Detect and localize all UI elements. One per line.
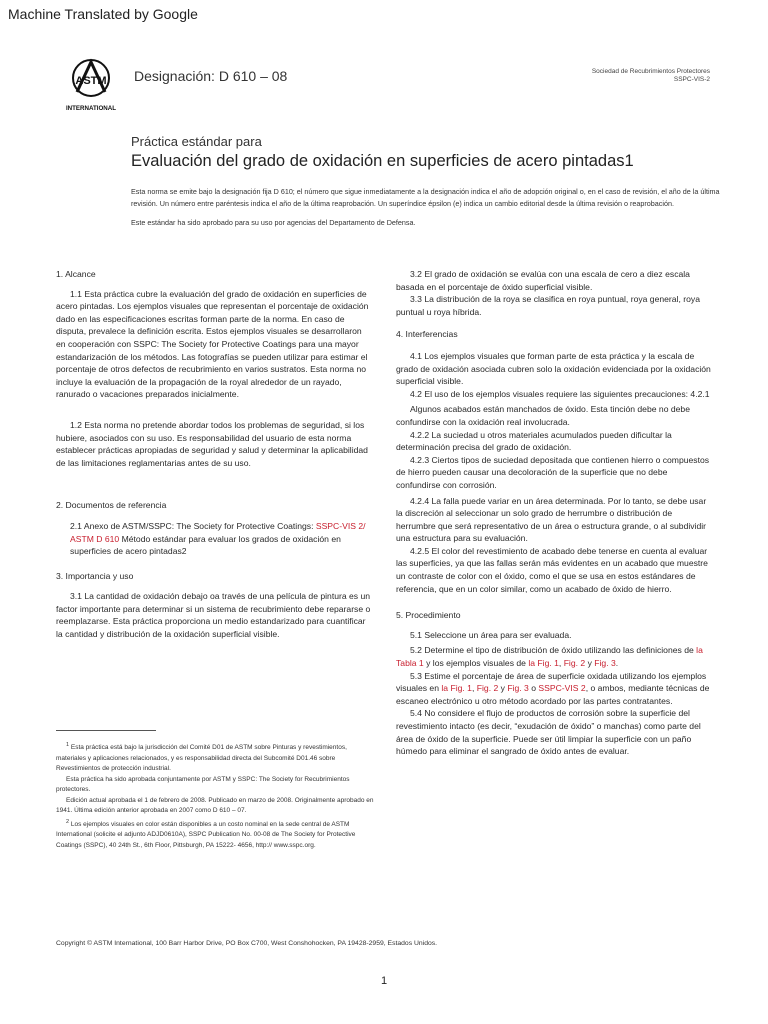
section-heading-interferences: 4. Interferencias [396, 329, 458, 340]
section-heading-significance: 3. Importancia y uso [56, 570, 134, 581]
paragraph-4-2-1: Algunos acabados están manchados de óxido. Esta tinción debe no debe confundirse con la oxidación real involucrada. [396, 404, 690, 427]
footnote-divider [56, 730, 156, 731]
paragraph-3-3: 3.3 La distribución de la roya se clasifica en roya puntual, roya general, roya puntual u roya híbrida. [396, 294, 700, 317]
preamble-dod-note: Este estándar ha sido aprobado para su uso por agencias del Departamento de Defensa. [131, 218, 416, 228]
section-heading-scope: 1. Alcance [56, 269, 96, 279]
fig-2-link[interactable]: Fig. 2 [476, 683, 499, 694]
footnote-1-edition: Edición actual aprobada el 1 de febrero de 2008. Publicado en marzo de 2008. Originalmente aprobado en 1941. Última edición anterior aprobada en 2007 como D 610 – 07. [56, 796, 374, 815]
sspc-vis2-link[interactable]: SSPC-VIS 2/ [315, 520, 366, 531]
paragraph-4-2-2: 4.2.2 La suciedad u otros materiales acumulados pueden dificultar la determinación precisa del grado de oxidación. [396, 429, 672, 453]
left-column [56, 268, 372, 641]
machine-translated-banner: Machine Translated by Google [8, 6, 198, 22]
practice-kicker: Práctica estándar para [131, 134, 262, 149]
page-number: 1 [380, 975, 388, 987]
logo-text-bottom: INTERNATIONAL [65, 105, 117, 112]
text: 5.3 Estime el porcentaje de área de superficie oxidada utilizando los ejemplos visuales en [396, 670, 707, 694]
footnote-1-joint: Esta práctica ha sido aprobada conjuntamente por ASTM y SSPC: The Society for Recubrimientos protectores. [56, 775, 350, 794]
paragraph-4-2-3: 4.2.3 Ciertos tipos de suciedad depositada que contienen hierro o compuestos de hierro pueden causar una decoloración de la superficie que no debe confundirse con corrosión. [396, 454, 710, 490]
paragraph-2-1-cont [56, 533, 372, 558]
footnote-2 [56, 817, 376, 852]
ref-text: 2.1 Anexo de ASTM/SSPC: The Society for Protective Coatings: [70, 520, 316, 531]
paragraph-1-2: 1.2 Esta norma no pretende abordar todos los problemas de seguridad, si los hubiere, asociados con su uso. Es responsabilidad del usuario de esta norma establecer prácticas apropiadas de seguridad y salud y determinar la aplicabilidad de las limitaciones reglamentarias antes de su uso. [56, 419, 368, 468]
section-heading-procedure: 5. Procedimiento [396, 610, 461, 621]
paragraph-5-1: 5.1 Seleccione un área para ser evaluada. [410, 629, 572, 640]
text: y los ejemplos visuales de [423, 658, 529, 669]
fig-2-link[interactable]: Fig. 2 [563, 658, 586, 669]
society-header [510, 68, 710, 84]
table-1-link[interactable]: la Tabla 1 [396, 645, 703, 669]
paragraph-4-2: 4.2 El uso de los ejemplos visuales requiere las siguientes precauciones: 4.2.1 [410, 388, 710, 399]
text: , [471, 683, 477, 694]
preamble-paragraph: Esta norma se emite bajo la designación fija D 610; el número que sigue inmediatamente a la designación indica el año de adopción original o, en el caso de revisión, el año de la última revisión. Un número entre paréntesis indica el año de la última reaprobación. Un superíndice épsilon (e) indica un cambio editorial desde la última revisión o reaprobación. [131, 187, 720, 209]
footnotes [56, 740, 376, 851]
designation: Designación: D 610 – 08 [134, 68, 288, 84]
paragraph-3-1: 3.1 La cantidad de oxidación debajo oa través de una película de pintura es un factor importante para determinar si un sistema de recubrimiento debe repararse o reemplazarse. Esta práctica proporciona un medio estandarizado para cuantificar la cantidad y distribución de la oxidación superficial visible. [56, 591, 371, 640]
text: , [558, 658, 564, 669]
ref-text-2: Método estándar para evaluar los grados de oxidación en superficies de acero pintadas2 [70, 533, 341, 557]
paragraph-5-3 [396, 670, 714, 708]
copyright-notice: Copyright © ASTM International, 100 Barr Harbor Drive, PO Box C700, West Conshohocken, PA 19428-2959, Estados Unidos. [56, 940, 438, 947]
text: y [585, 658, 595, 669]
text: 5.2 Determine el tipo de distribución de óxido utilizando las definiciones de [410, 645, 697, 656]
document-title: Evaluación del grado de oxidación en superficies de acero pintadas1 [131, 152, 634, 170]
right-column [396, 268, 714, 758]
footnote-2-marker: 2 [66, 818, 70, 825]
paragraph-4-2-5: 4.2.5 El color del revestimiento de acabado debe tenerse en cuenta al evaluar las superficies, ya que las fallas serán más evidentes en un acabado que muestre un contraste de color con el óxido, como el que se usa en estos estándares de referencia, que en un color similar, como un acabado de óxido de hierro. [396, 545, 708, 594]
paragraph-4-2-4: 4.2.4 La falla puede variar en un área determinada. Por lo tanto, se debe usar la discreción al seleccionar un solo grado de herrumbre o distribución de herrumbre que será representativo de un área o estructura grande, o al subdividir una estructura para su evaluación. [396, 495, 707, 544]
paragraph-5-2 [396, 644, 714, 669]
society-name: Sociedad de Recubrimientos Protectores [591, 68, 710, 75]
paragraph-2-1 [56, 520, 372, 533]
preamble [131, 186, 721, 236]
astm-logo [62, 56, 120, 114]
text: y [498, 683, 508, 694]
footnote-1-marker: 1 [66, 742, 70, 748]
paragraph-4-1: 4.1 Los ejemplos visuales que forman parte de esta práctica y la escala de grado de oxidación asociada cubren solo la oxidación evidenciada por la oxidación superficial visible. [396, 350, 711, 387]
text: o [528, 683, 539, 694]
paragraph-1-1: 1.1 Esta práctica cubre la evaluación del grado de oxidación en superficies de acero pintadas. Los ejemplos visuales que representan el porcentaje de oxidación dado en las especificaciones escritas forman parte de la norma. En caso de disputa, prevalece la definición escrita. Estos ejemplos visuales se desarrollaron en cooperación con SSPC: The Society for Protective Coatings para una mayor estandarización de los métodos. Las fotografías se pueden utilizar para estimar el porcentaje de otros defectos de recubrimiento en varios sustratos. Esta norma no incluye la evaluación de la propagación de la royal alrededor de un rayado, ranurado o vacaciones preparados inicialmente. [56, 288, 369, 400]
society-code: SSPC-VIS-2 [673, 76, 710, 83]
text: , o ambos, mediante técnicas de escaneo electrónico u otro método acordado por las partes contratantes. [396, 683, 710, 706]
footnote-2-text: Los ejemplos visuales en color están disponibles a un costo nominal en la sede central de ASTM International (solicite el adjunto ADJD0610A), SSPC Publication No. 00-08 de The Society for Protective Coatings (SSPC), 40 24th St., 6th Floor, Pittsburgh, PA 15222- 4656, http:// www.sspc.org. [56, 820, 356, 849]
astm-d610-link[interactable]: ASTM D 610 [70, 533, 120, 544]
fig-1-link[interactable]: la Fig. 1 [441, 683, 472, 694]
fig-3-link[interactable]: Fig. 3 [507, 683, 529, 694]
text: . [615, 658, 619, 669]
section-heading-references: 2. Documentos de referencia [56, 500, 167, 511]
fig-3-link[interactable]: Fig. 3 [594, 658, 616, 669]
footnote-1-text: Esta práctica está bajo la jurisdicción del Comité D01 de ASTM sobre Pinturas y revestimientos, materiales y aplicaciones relacionados, y es responsabilidad directa del Subcomité D01.46 sobre Revestimientos de protección industrial. [56, 744, 347, 773]
paragraph-3-2: 3.2 El grado de oxidación se evalúa con una escala de cero a diez escala basada en el porcentaje de óxido superficial visible. [396, 269, 690, 292]
logo-text-top: ASTM [75, 75, 107, 87]
sspc-vis2-link[interactable]: SSPC-VIS 2 [538, 683, 586, 694]
fig-1-link[interactable]: la Fig. 1 [528, 658, 559, 669]
paragraph-5-4: 5.4 No considere el flujo de productos de corrosión sobre la superficie del revestimiento intacto (es decir, “exudación de óxido” o manchas) como parte del área de óxido de la superficie. Puede ser útil limpiar la superficie con un paño húmedo para eliminar el sangrado de óxido antes de evaluar. [396, 708, 701, 757]
footnote-1 [56, 740, 376, 775]
